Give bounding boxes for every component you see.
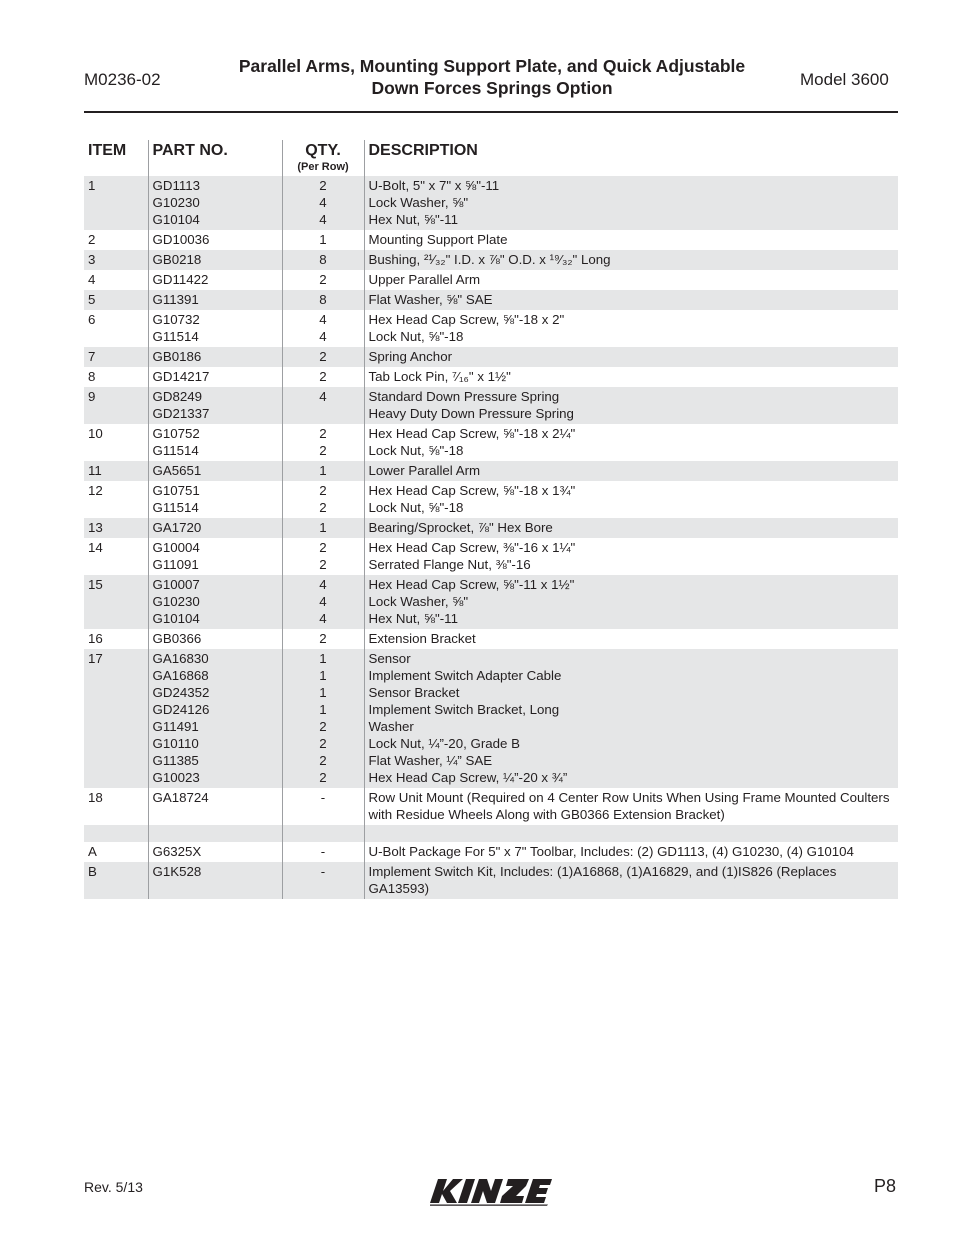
quantity: 1	[319, 702, 327, 717]
table-row	[84, 387, 898, 424]
description-line: Lock Washer, ⅝"	[368, 594, 469, 609]
item-cell: 7	[84, 347, 148, 367]
quantity: 1	[319, 520, 327, 535]
part-number-cell	[148, 176, 282, 230]
column-header-item: ITEM	[88, 142, 127, 159]
table-row	[84, 629, 898, 649]
description-cell	[364, 481, 898, 518]
column-header-description: DESCRIPTION	[364, 140, 898, 176]
quantity-cell	[282, 310, 364, 347]
part-number: GB0186	[152, 349, 202, 364]
part-number-cell	[148, 518, 282, 538]
description-line: Tab Lock Pin, ⁷⁄₁₆" x 1½"	[368, 369, 511, 384]
description-line: Lower Parallel Arm	[368, 463, 481, 478]
spacer-cell	[282, 825, 364, 842]
item-cell: 17	[84, 649, 148, 788]
item-cell: 5	[84, 290, 148, 310]
quantity: 2	[319, 369, 327, 384]
description-cell	[364, 629, 898, 649]
description-line: Bushing, ²¹⁄₃₂" I.D. x ⅞" O.D. x ¹⁹⁄₃₂" Long	[368, 252, 611, 267]
description-line: Row Unit Mount (Required on 4 Center Row Units When Using Frame Mounted Coulters with Residue Wheels Along with GB0366 Extension Bracket)	[368, 790, 890, 822]
table-row	[84, 424, 898, 461]
part-number: G10023	[152, 770, 200, 785]
description-cell	[364, 250, 898, 270]
quantity-cell	[282, 176, 364, 230]
page-title-line-2: Down Forces Springs Option	[371, 78, 613, 98]
description-line: Lock Nut, ⅝"-18	[368, 443, 464, 458]
description-line: Washer	[368, 719, 414, 734]
description-line: Hex Head Cap Screw, ⅝"-18 x 2"	[368, 312, 565, 327]
column-header-part-no: PART NO.	[148, 140, 282, 176]
description-line: Standard Down Pressure Spring	[368, 389, 560, 404]
description-line: Hex Nut, ⅝"-11	[368, 611, 458, 626]
description-line: Hex Head Cap Screw, ⅝"-18 x 1¾"	[368, 483, 576, 498]
quantity-cell	[282, 270, 364, 290]
table-row	[84, 862, 898, 899]
quantity: 4	[319, 611, 327, 626]
description-line: Hex Head Cap Screw, ⅜"-16 x 1¼"	[368, 540, 576, 555]
description-cell	[364, 424, 898, 461]
description-line: Hex Head Cap Screw, ⅝"-18 x 2¼"	[368, 426, 576, 441]
qty-header-sublabel: (Per Row)	[297, 161, 349, 173]
quantity-cell	[282, 788, 364, 825]
description-cell	[364, 270, 898, 290]
quantity: 2	[319, 540, 327, 555]
quantity: -	[320, 864, 326, 879]
description-line: Spring Anchor	[368, 349, 453, 364]
document-number: M0236-02	[84, 70, 161, 89]
description-cell	[364, 788, 898, 825]
part-number-cell	[148, 290, 282, 310]
column-header-qty	[282, 140, 364, 176]
part-number: GB0218	[152, 252, 202, 267]
quantity-cell	[282, 538, 364, 575]
quantity: 2	[319, 349, 327, 364]
quantity-cell	[282, 862, 364, 899]
table-row	[84, 461, 898, 481]
quantity: 1	[319, 463, 327, 478]
description-cell	[364, 387, 898, 424]
description-line: Sensor Bracket	[368, 685, 460, 700]
table-row	[84, 290, 898, 310]
part-number-cell	[148, 842, 282, 862]
page-title-line-1: Parallel Arms, Mounting Support Plate, and Quick Adjustable	[238, 56, 746, 76]
description-cell	[364, 230, 898, 250]
table-row	[84, 367, 898, 387]
part-number: G10752	[152, 426, 200, 441]
part-number-cell	[148, 250, 282, 270]
description-line: Lock Washer, ⅝"	[368, 195, 469, 210]
quantity: 1	[319, 668, 327, 683]
quantity: 2	[319, 770, 327, 785]
part-number: G10007	[152, 577, 200, 592]
part-number: GD11422	[152, 272, 209, 287]
quantity: 4	[319, 329, 327, 344]
quantity: 2	[319, 426, 327, 441]
description-line: Lock Nut, ⅝"-18	[368, 500, 464, 515]
description-line: Lock Nut, ¼”-20, Grade B	[368, 736, 521, 751]
part-number-cell	[148, 862, 282, 899]
part-number-cell	[148, 649, 282, 788]
part-number: G10110	[152, 736, 199, 751]
quantity: 2	[319, 631, 327, 646]
part-number-cell	[148, 230, 282, 250]
quantity: 2	[319, 736, 327, 751]
description-cell	[364, 367, 898, 387]
part-number: GD24352	[152, 685, 210, 700]
part-number: G10004	[152, 540, 200, 555]
description-line: Heavy Duty Down Pressure Spring	[368, 406, 574, 421]
quantity: -	[320, 844, 326, 859]
quantity: 2	[319, 483, 327, 498]
spacer-cell	[364, 825, 898, 842]
quantity: 2	[319, 443, 327, 458]
description-line: U-Bolt, 5" x 7" x ⅝"-11	[368, 178, 500, 193]
page-title	[210, 55, 774, 99]
part-number: G11385	[152, 753, 199, 768]
item-cell: 15	[84, 575, 148, 629]
part-number: G10732	[152, 312, 200, 327]
description-line: Upper Parallel Arm	[368, 272, 481, 287]
part-number: G11514	[152, 500, 199, 515]
part-number: GD8249	[152, 389, 203, 404]
table-row	[84, 481, 898, 518]
table-row	[84, 518, 898, 538]
quantity-cell	[282, 518, 364, 538]
table-row	[84, 842, 898, 862]
quantity-cell	[282, 629, 364, 649]
description-line: Implement Switch Adapter Cable	[368, 668, 562, 683]
item-cell: 16	[88, 631, 103, 646]
description-line: Mounting Support Plate	[368, 232, 508, 247]
spacer-cell	[84, 825, 148, 842]
quantity-cell	[282, 250, 364, 270]
item-cell: 9	[84, 387, 148, 424]
table-row	[84, 347, 898, 367]
description-line: Hex Head Cap Screw, ¼”-20 x ¾”	[368, 770, 568, 785]
part-number: G10104	[152, 611, 200, 626]
spacer-cell	[148, 825, 282, 842]
quantity: 2	[319, 557, 327, 572]
description-line: Extension Bracket	[368, 631, 476, 646]
part-number: GD1113	[152, 178, 201, 193]
description-line: Bearing/Sprocket, ⅞" Hex Bore	[368, 520, 553, 535]
part-number-cell	[148, 575, 282, 629]
part-number: GD14217	[152, 369, 210, 384]
quantity: 2	[319, 500, 327, 515]
part-number: G1K528	[152, 864, 202, 879]
quantity: 4	[319, 577, 327, 592]
part-number-cell	[148, 788, 282, 825]
quantity: 2	[319, 272, 327, 287]
quantity: 4	[319, 195, 327, 210]
table-row	[84, 250, 898, 270]
part-number: G11514	[152, 329, 199, 344]
quantity-cell	[282, 290, 364, 310]
quantity: 2	[319, 178, 327, 193]
part-number: GA16868	[152, 668, 209, 683]
description-line: Implement Switch Bracket, Long	[368, 702, 560, 717]
item-cell: 2	[88, 232, 96, 247]
item-cell: B	[84, 862, 148, 899]
part-number-cell	[148, 367, 282, 387]
description-line: Implement Switch Kit, Includes: (1)A16868, (1)A16829, and (1)IS826 (Replaces GA13593)	[368, 864, 837, 896]
parts-table-body	[84, 176, 898, 899]
table-row	[84, 649, 898, 788]
kinze-logo	[430, 1176, 554, 1206]
description-cell	[364, 649, 898, 788]
description-line: Flat Washer, ¼” SAE	[368, 753, 493, 768]
part-number-cell	[148, 270, 282, 290]
part-number-cell	[148, 461, 282, 481]
part-number: G11491	[152, 719, 199, 734]
table-row	[84, 538, 898, 575]
part-number: G10751	[152, 483, 200, 498]
quantity-cell	[282, 347, 364, 367]
part-number-cell	[148, 424, 282, 461]
table-spacer-row	[84, 825, 898, 842]
quantity-cell	[282, 367, 364, 387]
item-cell: 11	[84, 461, 148, 481]
quantity: 4	[319, 212, 327, 227]
revision-label: Rev. 5/13	[84, 1179, 143, 1195]
description-cell	[364, 518, 898, 538]
part-number: GD24126	[152, 702, 210, 717]
table-row	[84, 788, 898, 825]
part-number: GA16830	[152, 651, 209, 666]
description-cell	[364, 842, 898, 862]
item-cell: A	[88, 844, 97, 859]
item-cell: 8	[88, 369, 96, 384]
part-number-cell	[148, 481, 282, 518]
item-cell: 1	[84, 176, 148, 230]
description-cell	[364, 575, 898, 629]
description-line: U-Bolt Package For 5" x 7" Toolbar, Includes: (2) GD1113, (4) G10230, (4) G10104	[368, 844, 854, 859]
quantity: 4	[319, 389, 327, 404]
part-number: GD21337	[152, 406, 210, 421]
part-number: GA1720	[152, 520, 202, 535]
quantity-cell	[282, 230, 364, 250]
part-number: GA5651	[152, 463, 202, 478]
description-cell	[364, 290, 898, 310]
part-number: G6325X	[152, 844, 202, 859]
part-number-cell	[148, 387, 282, 424]
description-cell	[364, 347, 898, 367]
part-number-cell	[148, 310, 282, 347]
part-number-cell	[148, 538, 282, 575]
item-cell: 18	[88, 790, 103, 805]
item-cell: 14	[88, 540, 103, 555]
quantity-cell	[282, 461, 364, 481]
quantity: 8	[319, 252, 327, 267]
quantity-cell	[282, 649, 364, 788]
table-header-row	[84, 140, 898, 176]
part-number: G11391	[152, 292, 199, 307]
parts-table	[84, 140, 898, 899]
quantity: 2	[319, 753, 327, 768]
item-cell: 13	[84, 518, 148, 538]
table-row	[84, 270, 898, 290]
description-cell	[364, 310, 898, 347]
description-cell	[364, 862, 898, 899]
part-number: GB0366	[152, 631, 202, 646]
quantity: 1	[319, 651, 327, 666]
part-number: G11514	[152, 443, 199, 458]
table-row	[84, 575, 898, 629]
part-number: G10230	[152, 594, 200, 609]
part-number-cell	[148, 347, 282, 367]
quantity-cell	[282, 387, 364, 424]
quantity: 1	[319, 232, 327, 247]
description-cell	[364, 461, 898, 481]
item-cell: 4	[88, 272, 96, 287]
quantity-cell	[282, 842, 364, 862]
part-number: GA18724	[152, 790, 209, 805]
item-cell: 10	[88, 426, 103, 441]
qty-header-label: QTY.	[305, 142, 341, 159]
part-number: G11091	[152, 557, 199, 572]
part-number: GD10036	[152, 232, 210, 247]
description-line: Hex Head Cap Screw, ⅝"-11 x 1½"	[368, 577, 575, 592]
item-cell: 12	[88, 483, 103, 498]
description-line: Serrated Flange Nut, ⅜"-16	[368, 557, 531, 572]
table-row	[84, 176, 898, 230]
item-cell: 3	[84, 250, 148, 270]
quantity: 2	[319, 719, 327, 734]
description-line: Hex Nut, ⅝"-11	[368, 212, 458, 227]
quantity: 8	[319, 292, 327, 307]
part-number-cell	[148, 629, 282, 649]
description-cell	[364, 176, 898, 230]
item-cell: 6	[88, 312, 96, 327]
description-line: Flat Washer, ⅝" SAE	[368, 292, 493, 307]
part-number: G10104	[152, 212, 200, 227]
part-number: G10230	[152, 195, 200, 210]
model-label: Model 3600	[800, 70, 889, 89]
quantity-cell	[282, 424, 364, 461]
description-line: Sensor	[368, 651, 411, 666]
description-line: Lock Nut, ⅝"-18	[368, 329, 464, 344]
description-cell	[364, 538, 898, 575]
quantity: -	[320, 790, 326, 805]
quantity-cell	[282, 481, 364, 518]
quantity: 4	[319, 594, 327, 609]
page-number: P8	[874, 1176, 897, 1196]
quantity-cell	[282, 575, 364, 629]
quantity: 4	[319, 312, 327, 327]
table-row	[84, 230, 898, 250]
quantity: 1	[319, 685, 327, 700]
table-row	[84, 310, 898, 347]
header-divider	[84, 111, 898, 113]
